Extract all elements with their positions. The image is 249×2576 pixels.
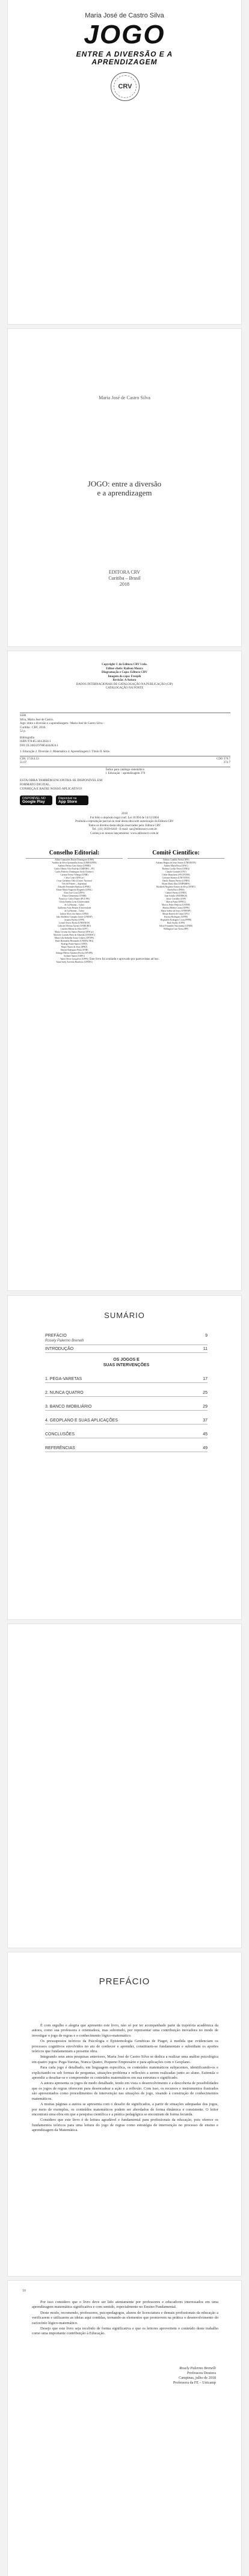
app-store-caption: Disponível na — [58, 797, 77, 800]
catalog-card — [20, 711, 230, 776]
catalog-line: S586 — [20, 714, 26, 717]
council-member: Maria de Lourdes Pinto de Almeida (UNOESC) — [53, 934, 96, 936]
toc-label: 2. NUNCA QUATRO — [45, 1391, 84, 1395]
council-member: Lourdes Helena da Silva (UFV) — [60, 928, 88, 930]
page-number: 10 — [22, 2289, 26, 2293]
legal-line: Tel.: (41) 3039-6418 - E-mail: sac@editoracrv.com.br — [91, 828, 158, 831]
council-member: Andréia da Silva Quintanilha Sousa (UNIR/UFRN) — [52, 862, 97, 864]
toc-label: 3. BANCO IMOBILIÁRIO — [45, 1405, 92, 1409]
preface-title: PREFÁCIO — [99, 1976, 150, 1987]
council-member: Jailson Alves dos Santos (UFRJ) — [60, 913, 89, 915]
cover-subtitle-line2: APRENDIZAGEM — [91, 58, 158, 66]
ebook-line1: ESTA OBRA TAMBÉM ENCONTRA-SE DISPONÍVEL EM — [20, 779, 103, 782]
council-member: Josania Portela (UFPI) — [64, 919, 84, 921]
council-member: Leonel Severo Rocha (UNISINOS) — [59, 922, 90, 924]
council-member: Wellington Luiz Vieira (IFF) — [163, 928, 189, 930]
councils — [26, 850, 224, 964]
preface-paragraph: A muitas páginas a autora se apresenta com o desafio de significados, a partir de situações adequadas dos jogos, por meio de exemplos, os conteúdos matemáticos podem ser abordados de forma dinâmica e consistente. O leitor encontrará uma obra em que a pesquisa científica e a prática pedagógica se encontram de forma fecunda. — [32, 2102, 218, 2117]
title-page-publisher — [8, 569, 241, 587]
index-title: Índice para catálogo sistemático — [105, 768, 145, 771]
scientific-committee — [128, 850, 224, 964]
preface-paragraph: Desejo que este livro seja recebido de forma significativa e que os leitores aproveitem o conteúdo deste trabalho como uma importante contribuição à Educação. — [32, 2326, 218, 2336]
toc-section-line2: SUAS INTERVENÇÕES — [103, 1363, 150, 1367]
council-member: Reginaldo Rodrigues Costa (FFPR) — [160, 919, 192, 921]
cover-page — [7, 0, 242, 325]
cover-subtitle — [8, 51, 241, 66]
council-member: Gabriel Pereira (UFRN) — [165, 892, 186, 894]
council-member: Sydione Santos (UEPG) — [64, 955, 85, 957]
council-member: Guillermo Arias Beatón (Universidade — [57, 907, 91, 909]
store-badges — [20, 796, 88, 805]
council-member: Carlos Federico Dominguez Avila (Unieuro) — [55, 871, 94, 873]
preface-paragraph: É com orgulho e alegria que apresento este livro, não só por ter acompanhado parte da trajetória acadêmica da autora, como sua professora e orientadora, mas sobretudo, por representar uma contribuição inovadora no modo de investigar o jogo de regras e o conhecimento lógico-matemático. — [32, 2023, 218, 2038]
toc-page: 45 — [203, 1432, 208, 1437]
review-credit: Revisão: A Autora — [112, 679, 137, 682]
preface-paragraph: Os pressupostos teóricos da Psicologia e Epistemologia Genéticas de Piaget, à medida que evidenciam os processos cognitivos envolvidos no ato de conhecer e aprender, constituem-se fundamentais e subsidiam os aportes teóricos que fundamentam a presente obra. — [32, 2039, 218, 2054]
publisher-city: Curitiba – Brasil — [108, 575, 141, 581]
council-member: Adilson Candido Pereira (IFS) — [162, 859, 189, 861]
credits-block — [8, 663, 241, 691]
toc-entry[interactable] — [45, 1417, 208, 1424]
scientific-committee-list — [128, 859, 224, 931]
council-member: Celso Conti (UFSCar) — [64, 877, 84, 879]
editorial-council — [26, 850, 123, 964]
editor-chief: Editor-chefe: Railson Moura — [106, 667, 143, 670]
toc-entry[interactable] — [45, 1444, 208, 1452]
toc-label: 1. PEGA-VARETAS — [45, 1377, 82, 1381]
toc-entry[interactable] — [45, 1375, 208, 1383]
catalog-line: Bibliografia — [20, 736, 35, 740]
council-member: Lídia de Oliveira Xavier (UNIEURO) — [58, 925, 91, 927]
title-line2: e a aprendizagem — [97, 488, 152, 497]
council-member: Maria Cristina dos Santos Bezerra (UFSCar) — [55, 931, 94, 933]
toc-page: 17 — [203, 1377, 208, 1381]
toc-page: 49 — [203, 1446, 208, 1450]
council-member: Joisse Carvalho (USP) — [166, 898, 186, 900]
council-member: Carmen Tereza Velanga (UNIR) — [60, 874, 88, 876]
toc-entry[interactable] — [45, 1333, 208, 1339]
council-member: Estela Ricci (IFES) — [167, 889, 185, 891]
council-member: Danilo Dumas Pereira (UFRN) — [162, 880, 189, 882]
council-member: Élsio José Corá (UFFS) — [64, 892, 85, 894]
preface-page — [7, 1952, 242, 2277]
preface-continued-page — [7, 2280, 242, 2576]
cdu-code: CDU 37.014.53 — [20, 757, 39, 761]
council-member: Antônio Pereira Gaio Júnior (UFRRJ) — [58, 865, 91, 867]
council-member: Barbara Coelho Neves (UFBA) — [162, 868, 190, 870]
signature-name: Rosely Palermo Brenelli — [179, 2366, 216, 2370]
catalog-line: 52 p. — [20, 730, 26, 733]
cdd-code: CDD 370.7 — [216, 757, 230, 761]
preface-paragraph: Considero que este livro é de leitura agradável e fundamental para profissionais da educação, pois oferece os fundamentos teóricos para uma leitura do jogo de regras como estratégia de intervenção no processo de ensino e aprendizagem da Matemática. — [32, 2118, 218, 2133]
toc-entry[interactable] — [45, 1431, 208, 1438]
council-member: Eduardo Fernandes Barbosa (UFMG) — [58, 886, 91, 888]
preface-body-continued — [32, 2300, 218, 2337]
logo-text: CRV — [118, 83, 132, 90]
google-play-caption: DISPONÍVEL NO — [22, 797, 46, 800]
preface-paragraph: Deste modo, recomendo, professores, psicopedagogos, alunos de licenciatura e demais profissionais da educação a verificarem e utilizarem as ideias aqui contidas, tornando-as elementos que promovem na prática o desenvolvimento do raciocínio lógico-matemático. — [32, 2310, 218, 2325]
editorial-council-title: Conselho Editorial: — [49, 850, 100, 856]
cover-title: JOGO — [84, 20, 165, 49]
council-member: Marcos Pedro Pedrosa (UNESP) — [161, 904, 190, 906]
title-page — [7, 328, 242, 647]
toc-entry[interactable] — [45, 1345, 208, 1353]
council-member: Mirian Barreto de Lima (UFG) — [162, 913, 189, 915]
council-member: João Adalberto Campato Junior (UNESP) — [56, 916, 93, 918]
council-member: Tadeu Oliver Gonçalves (UFPA) — [60, 958, 89, 960]
toc-label: 4. GEOPLANO E SUAS APLICAÇÕES — [45, 1418, 118, 1423]
summary-title: SUMÁRIO — [104, 1311, 145, 1320]
legal-line: Conheça os nossos lançamentos: www.editoracrv.com.br — [90, 832, 159, 835]
council-member: Tania Suely Azevedo Brasileiro (UFOPA) — [56, 961, 93, 963]
council-member: Cristiane Stürmer (UNIVATES) — [162, 877, 190, 879]
council-member: Andrea Maria Rosa (UFSC) — [164, 865, 188, 867]
cover-subtitle-line1: ENTRE A DIVERSÃO E A — [76, 50, 173, 58]
copyright: Copyright © da Editora CRV Ltda. — [102, 663, 147, 666]
ebook-notice — [20, 779, 158, 791]
council-member: Ruth Stucky (UFPI) — [167, 922, 185, 924]
council-member: Carlos Alberto Vilar Estêvão (UMINHO – PT) — [54, 868, 95, 870]
credits-page — [7, 651, 242, 1291]
blank-page — [7, 1624, 242, 1948]
app-store-badge[interactable] — [56, 796, 88, 805]
council-member: Sérgio Nunes de Jesus (IFRO) — [61, 946, 88, 948]
peer-review-note: Este livro foi avaliado e aprovado por pareceristas ad hoc. — [89, 958, 160, 961]
layout-credit: Diagramação e Capa: Editora CRV — [102, 671, 147, 674]
publisher-year: 2018 — [120, 581, 129, 587]
title-page-title — [8, 479, 241, 497]
toc-label: REFERÊNCIAS — [45, 1446, 75, 1450]
council-member: Simone Rodrigues Pinto (UNB) — [60, 949, 88, 951]
title-line1: JOGO: entre a diversão — [87, 479, 162, 488]
legal-line: Todos os direitos desta edição reservados pela: Editora CRV — [88, 824, 161, 827]
council-member: Gloria Fariñas León (Universidade — [59, 901, 90, 903]
council-member: Solange Helena Ximenes-Rocha (UFOPA) — [55, 952, 93, 954]
scientific-committee-title: Comitê Científico: — [152, 850, 200, 856]
toc-page: 9 — [205, 1334, 208, 1338]
toc-label: INTRODUÇÃO — [45, 1347, 74, 1351]
summary-page — [7, 1295, 242, 1620]
council-member: Elizabeth Nogueira Gomes da Silva (UFMT) — [156, 886, 195, 888]
preface-body — [32, 2023, 218, 2134]
cover-image-credit: Imagem da capa: Freepik — [108, 675, 141, 678]
ebook-line2: FORMATO DIGITAL. — [20, 783, 51, 787]
council-member: Elione Maria Nogueira Diogenes (UFAL) — [56, 889, 93, 891]
toc-section-line1: OS JOGOS E — [113, 1358, 140, 1362]
council-member: Maria Lília Imbiriba Sousa Colares (UFOPA) — [54, 937, 94, 939]
catalog-line: 1. Educação 2. Diversão 3. Matemática 4. Aprendizagem I. Título II. Série. — [20, 750, 111, 753]
app-store-label: App Store — [58, 800, 78, 804]
toc-page: 37 — [203, 1418, 208, 1423]
google-play-badge[interactable] — [20, 796, 52, 805]
legal-line: Foi feito o depósito legal conf. Lei 10.994 de 14/12/2004 — [90, 816, 159, 820]
preface-signature — [173, 2366, 216, 2385]
catalog-header-1: DADOS INTERNACIONAIS DE CATALOGAÇÃO NA PUBLICAÇÃO (CIP) — [76, 682, 173, 686]
ebook-line3: CONHEÇA E BAIXE NOSSO APLICATIVO! — [20, 787, 82, 791]
toc-page: 29 — [203, 1405, 208, 1409]
council-member: Patricia Rodrigues (UFPR) — [164, 916, 188, 918]
council-member: Cleber Bianchessi (FACINTER) — [162, 874, 190, 876]
signature-inst: Professora da FE – Unicamp — [173, 2381, 216, 2385]
toc-preface-author: Rosely Palermo Brenelli — [45, 1339, 208, 1345]
table-of-contents — [45, 1333, 208, 1452]
council-member: Silvio Fernandes Nascimento (UFMS) — [159, 925, 193, 927]
preface-paragraph: Por isso considero que o livro deve ser lido atentamente por professores e educadores interessados em uma aprendizagem matemática significativa e com sentido, especialmente no Ensino Fundamental. — [32, 2300, 218, 2310]
council-member: Elizeu Clementino (UNEB) — [62, 895, 87, 897]
council-member: Aldira Guimarães Duarte Domínguez (UNB) — [55, 859, 94, 861]
preface-paragraph: Integrando seus anos pesquisas anteriores, Maria José de Castro Silva se dedica a realizar uma análise psicológica em quatro jogos: Pega-Varetas, Nunca Quatro, Pequeno Empresário e para aplicações com o Geoplano. — [32, 2055, 218, 2064]
cover-author: Maria José de Castro Silva — [85, 12, 164, 19]
council-member: Francisco Carlos Duarte (PUC-PR) — [59, 898, 90, 900]
toc-label: PREFÁCIO — [45, 1334, 67, 1338]
title-page-author: Maria José de Castro Silva — [99, 395, 150, 400]
catalog-header-2: CATALOGAÇÃO NA FONTE — [105, 687, 144, 690]
council-member: Jane Schultz (FADERGS) — [164, 895, 188, 897]
catalog-line: Jogo: entre a diversão e a aprendizagem / Maria José de Castro Silva – — [20, 722, 105, 725]
council-member: de La Havana – Cuba) — [64, 904, 84, 906]
toc-section-heading — [45, 1353, 208, 1369]
google-play-label: Google Play — [22, 800, 45, 804]
index-entry: 1. Educação – aprendizagem 370 — [105, 772, 146, 775]
council-member: Adriana Regina de Jesus Santos (UNIOESTE) — [156, 862, 196, 864]
council-member: Três de Febrero – Argentina) — [61, 883, 87, 885]
editorial-council-list — [26, 859, 123, 964]
council-member: Rodrigo Pratte-Santos (UFES) — [61, 943, 88, 945]
toc-page: 11 — [203, 1347, 208, 1351]
toc-label: CONCLUSÕES — [45, 1432, 75, 1437]
council-member: Eliane Maria Ilha (UNIPAMPA) — [162, 883, 190, 885]
council-member: Cesar Gerónimo Tello (Univer. Nacional — [57, 880, 92, 882]
preface-paragraph: Para cada jogo é detalhado, em linguagem específica, os conteúdos matemáticos subjacentes, identificando-os e explicitando-os sob formas de perguntas, situações-problema e reflexões a serem realizadas junto ao aluno. Estimula o aprendiz a desafiar-se e compreender os conteúdos matemáticos em sua estrutura e significado. — [32, 2065, 218, 2081]
council-member: Maria Salette de Jesus (UNIFESP) — [161, 910, 191, 912]
legal-notice — [8, 812, 241, 836]
catalog-line: ISBN 978-85-444-2824-1 — [20, 740, 51, 743]
signature-place: Campinas, julho de 2018 — [179, 2376, 216, 2380]
toc-entry[interactable] — [45, 1389, 208, 1397]
toc-page: 25 — [203, 1391, 208, 1395]
catalog-codes-2 — [20, 761, 230, 765]
signature-role: Professora Doutora — [187, 2371, 216, 2375]
council-member: de La Havana – Cuba) — [64, 910, 84, 912]
cdu-code-2: 51.07 — [20, 761, 27, 764]
catalog-line: Silva, Maria José de Castro. — [20, 718, 54, 722]
publisher-name: EDITORA CRV — [108, 569, 141, 575]
council-member: Paulo Romualdo Hernandes (UNIFAL-MG) — [55, 940, 94, 942]
catalog-line: DOI 10.24824/978854442824.1 — [20, 744, 59, 747]
council-member: Marcia Paim (UFPEL) — [166, 901, 186, 903]
council-member: Claudio Gomide (UFU) — [165, 871, 186, 873]
catalog-line: Curitiba : CRV, 2018. — [20, 726, 46, 729]
legal-year: 2018 — [121, 812, 128, 815]
toc-entry[interactable] — [45, 1403, 208, 1411]
publisher-logo-icon — [111, 72, 140, 101]
legal-line: Proibida a reprodução parcial ou total desta obra sem autorização da Editora CRV — [75, 820, 174, 823]
cdd-code-2: 372.7 — [223, 761, 230, 764]
preface-paragraph: A autora apresenta os jogos de modo detalhado, tendo em vista o desenvolvimento e a descoberta de possibilidades que os jogos de regras oferecem para desencadear a ação e a reflexão. Com isso, os recursos e instrumentos ilustrados são apresentados como procedimentos de intervenção nas situações de jogo, visando à construção de conhecimentos matemáticos. — [32, 2081, 218, 2101]
council-member: Martina Helena Cintra (UFPR) — [162, 907, 189, 909]
